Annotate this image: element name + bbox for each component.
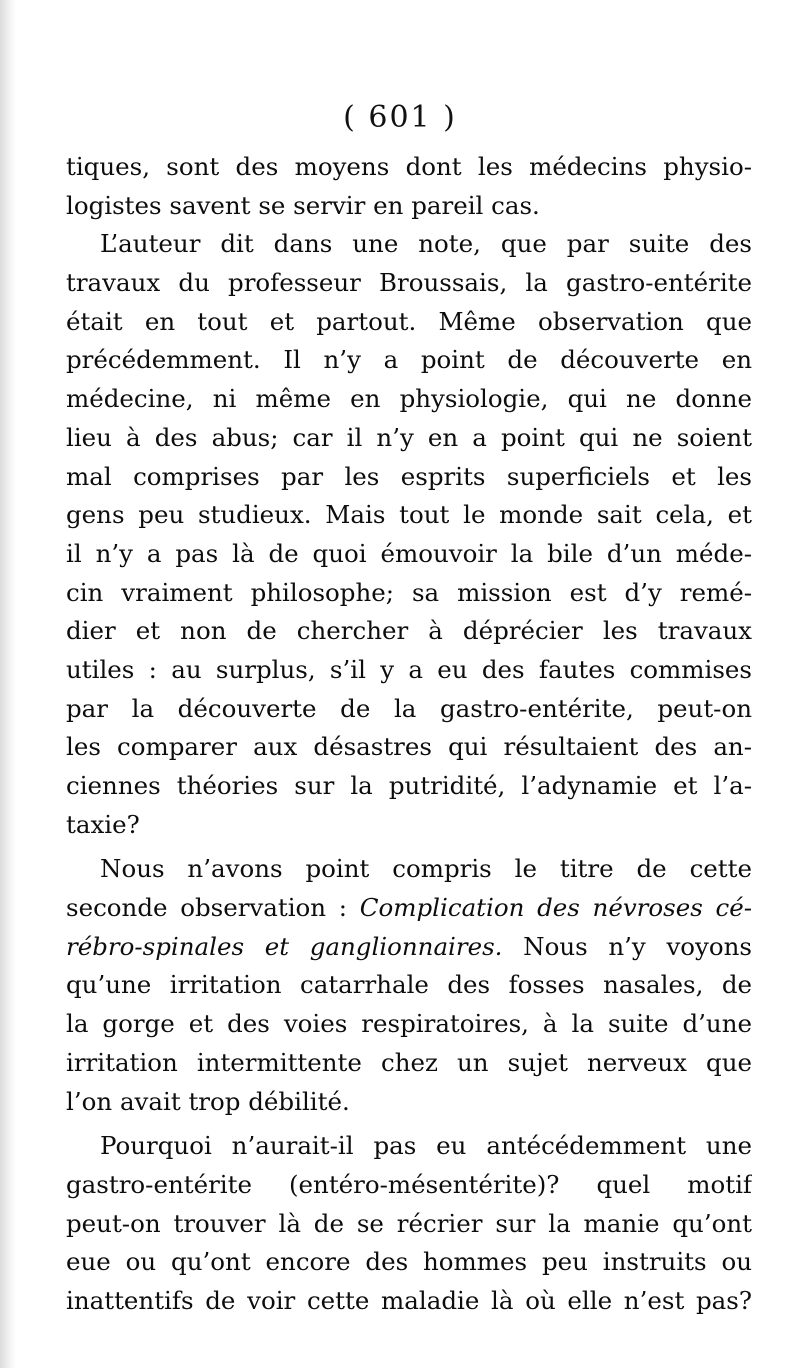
text-line: peut-on trouver là de se récrier sur la manie qu’ont [66, 1208, 752, 1238]
text-line: gastro-entérite (entéro-mésentérite)? quel motif [66, 1169, 752, 1199]
text-line: tiques, sont des moyens dont les médecins physio- [66, 152, 752, 181]
text-line: inattentifs de voir cette maladie là où elle n’est pas? [66, 1285, 752, 1315]
page-number: ( 601 ) [343, 100, 457, 135]
text-line: travaux du professeur Broussais, la gastro-entérite [66, 268, 752, 298]
italic-title-run: rébro-spinales et ganglionnaires. [66, 931, 503, 961]
text-line: mal comprises par les esprits superficiels et les [66, 461, 752, 491]
text-line: les comparer aux désastres qui résultaient des an- [66, 732, 752, 762]
text-line: Pourquoi n’aurait-il pas eu antécédemment une [100, 1131, 752, 1161]
text-line: dier et non de chercher à déprécier les travaux [66, 616, 752, 646]
text-line: était en tout et partout. Même observation que [66, 306, 752, 336]
text-line: taxie? [66, 809, 140, 839]
text-line: cin vraiment philosophe; sa mission est d’y remé- [66, 577, 752, 607]
text-line: lieu à des abus; car il n’y en a point qui ne soient [66, 422, 752, 452]
text-line: L’auteur dit dans une note, que par suite des [100, 229, 752, 259]
text-line: ciennes théories sur la putridité, l’adynamie et l’a- [66, 771, 752, 800]
page-edge-shadow [0, 0, 16, 1368]
text-line: eue ou qu’ont encore des hommes peu instruits ou [66, 1247, 752, 1277]
body-text [66, 148, 752, 1321]
text-line: logistes savent se servir en pareil cas. [66, 190, 540, 220]
text-line: utiles : au surplus, s’il y a eu des fautes commises [66, 654, 752, 684]
text-line: la gorge et des voies respiratoires, à la suite d’une [66, 1009, 752, 1039]
text-run: seconde observation : [66, 893, 360, 923]
text-line: gens peu studieux. Mais tout le monde sait cela, et [66, 500, 752, 530]
text-line: médecine, ni même en physiologie, qui ne donne [66, 384, 752, 414]
text-line: qu’une irritation catarrhale des fosses nasales, de [66, 970, 752, 1000]
text-line: irritation intermittente chez un sujet nerveux que [66, 1047, 752, 1077]
text-line [66, 928, 752, 967]
text-line: par la découverte de la gastro-entérite, peut-on [66, 693, 752, 723]
text-line: Nous n’avons point compris le titre de cette [100, 854, 752, 884]
text-line: précédemment. Il n’y a point de découverte en [66, 345, 752, 375]
text-line [66, 889, 752, 928]
italic-title-run: Complication des névroses cé- [359, 893, 752, 923]
text-line: l’on avait trop débilité. [66, 1086, 350, 1116]
text-line: il n’y a pas là de quoi émouvoir la bile d’un méde- [66, 538, 752, 568]
text-run: Nous n’y voyons [502, 931, 752, 961]
